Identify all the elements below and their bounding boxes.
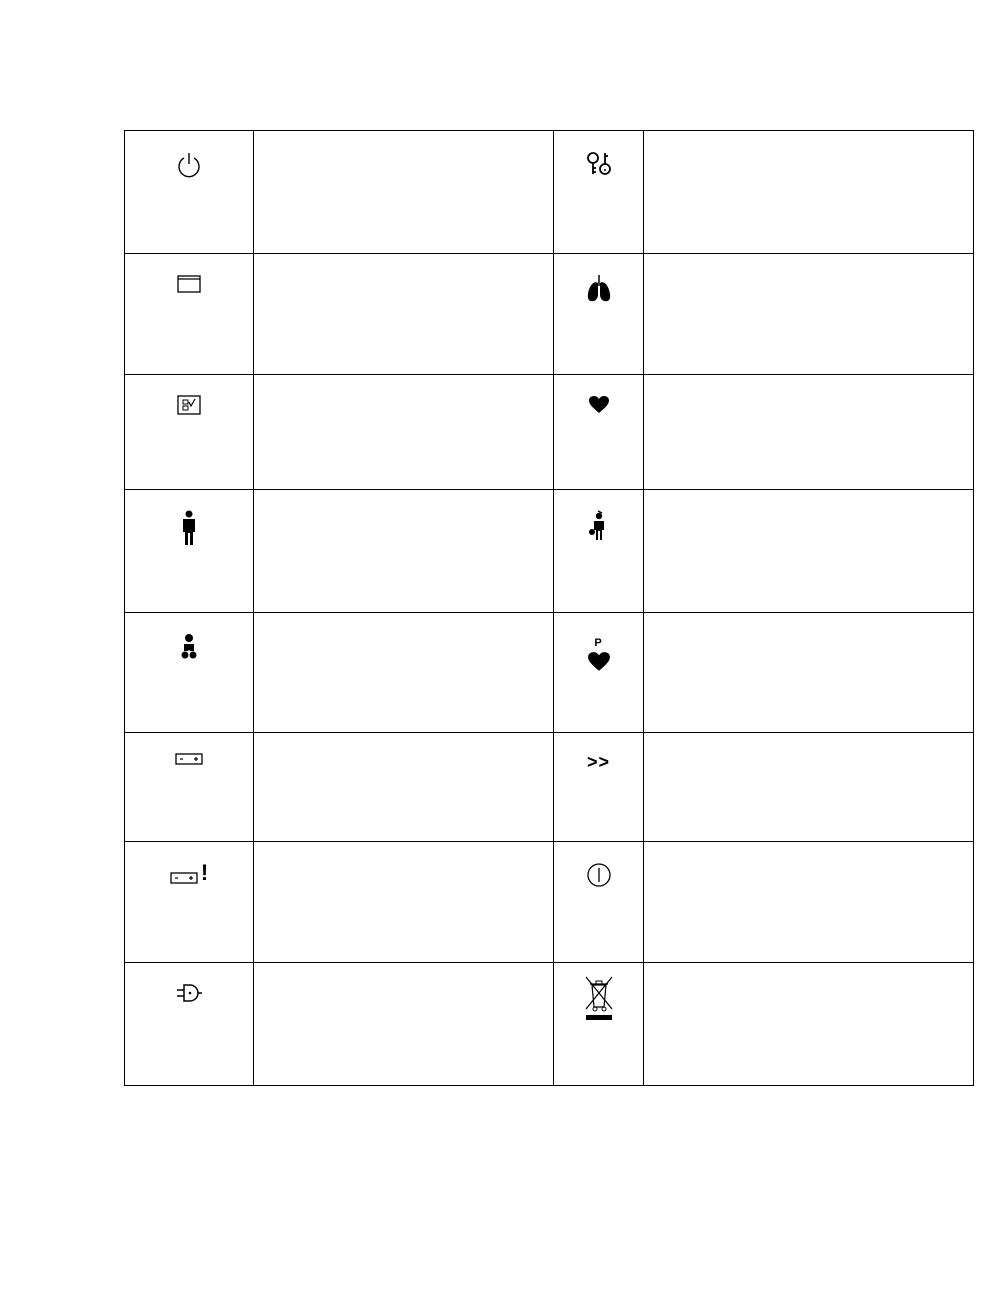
symbol-cell [554, 375, 644, 490]
lungs-icon [586, 274, 612, 304]
pacer-label: P [594, 637, 602, 649]
symbol-cell [125, 963, 254, 1086]
ac-plug-icon [175, 983, 203, 1003]
window-display-icon [177, 274, 201, 294]
description-cell [644, 490, 974, 613]
table-row [125, 375, 974, 490]
pacer-heart-icon [587, 633, 611, 673]
pediatric-patient-icon [588, 510, 610, 542]
description-cell [644, 254, 974, 375]
battery-icon [175, 753, 203, 765]
symbol-cell [125, 490, 254, 613]
symbol-cell [125, 375, 254, 490]
symbol-cell [125, 842, 254, 963]
description-cell [644, 613, 974, 733]
double-chevron-icon: >> [586, 752, 611, 772]
table-row [125, 490, 974, 613]
symbol-cell [554, 254, 644, 375]
infant-patient-icon [179, 633, 199, 661]
description-cell [254, 254, 554, 375]
description-cell [644, 131, 974, 254]
warning-mark: ! [200, 860, 209, 885]
table-row [125, 733, 974, 842]
checklist-box-icon [177, 395, 201, 415]
description-cell [254, 733, 554, 842]
symbol-cell [125, 131, 254, 254]
description-cell [254, 842, 554, 963]
power-on-circle-icon [586, 862, 612, 888]
symbol-cell [125, 613, 254, 733]
table-row [125, 131, 974, 254]
weee-crossed-bin-icon [584, 975, 614, 1023]
battery-low-warning-icon [170, 862, 208, 884]
symbol-cell [554, 963, 644, 1086]
description-cell [644, 963, 974, 1086]
power-standby-icon [176, 151, 202, 179]
symbol-table [124, 130, 974, 1086]
symbol-cell [554, 842, 644, 963]
description-cell [254, 963, 554, 1086]
keys-icon [585, 151, 613, 177]
symbol-cell [554, 613, 644, 733]
table-row [125, 963, 974, 1086]
table-row [125, 842, 974, 963]
adult-patient-icon [180, 510, 198, 546]
description-cell [644, 733, 974, 842]
symbol-cell [554, 490, 644, 613]
description-cell [254, 375, 554, 490]
symbol-cell [125, 733, 254, 842]
description-cell [254, 131, 554, 254]
description-cell [644, 842, 974, 963]
description-cell [644, 375, 974, 490]
heart-icon [588, 395, 610, 415]
symbol-cell [125, 254, 254, 375]
description-cell [254, 613, 554, 733]
table-row [125, 254, 974, 375]
table-row [125, 613, 974, 733]
symbol-cell [554, 131, 644, 254]
symbol-cell [554, 733, 644, 842]
description-cell [254, 490, 554, 613]
